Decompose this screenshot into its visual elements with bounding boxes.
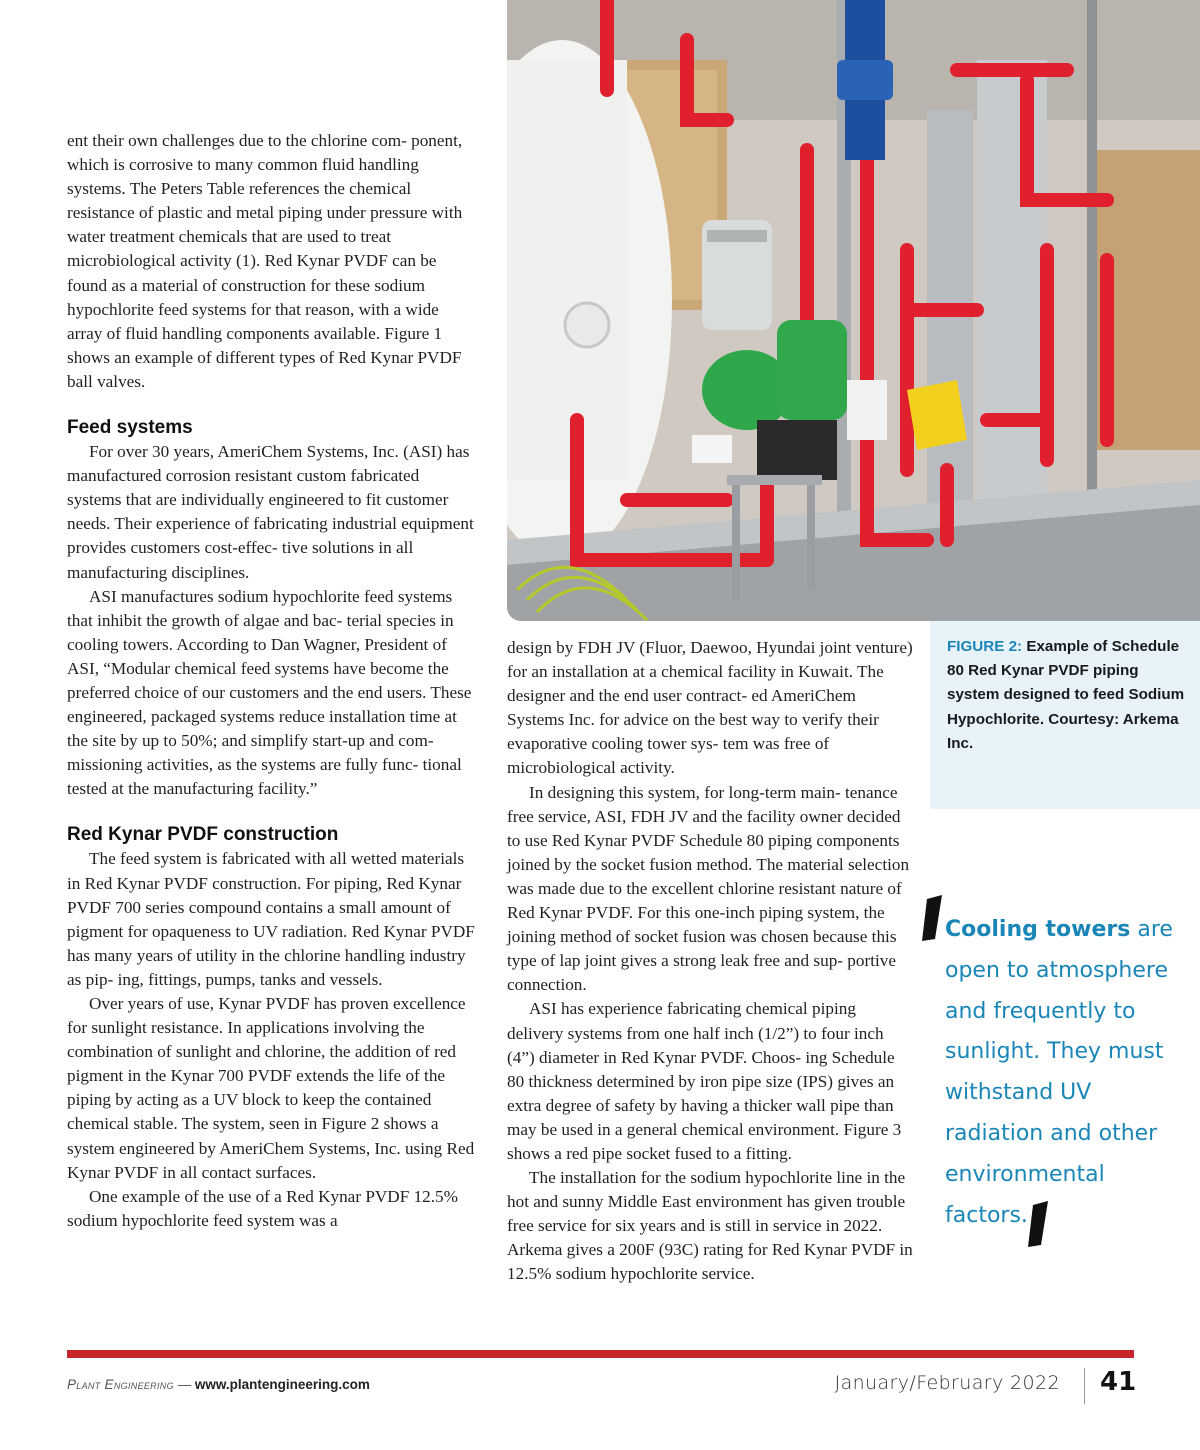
figure-caption-box <box>930 621 1200 809</box>
article-column-left <box>67 129 475 1233</box>
paragraph-construction-3: One example of the use of a Red Kynar PVDF 12.5% sodium hypochlorite feed system was a <box>67 1186 458 1230</box>
heading-feed-systems: Feed systems <box>67 417 193 439</box>
figure-2-photo <box>507 0 1200 621</box>
footer-dash: — <box>177 1377 192 1392</box>
close-quote-icon <box>1024 1199 1050 1249</box>
paragraph-feed-1: For over 30 years, AmeriChem Systems, Inc. (ASI) has manufactured corrosion resistant custom fabricated systems that are individually engineered to fit customer needs. Their experience of fabricating industrial equipment provides customers cost-effec- tive solutions in all manufacturing disciplines. <box>67 442 474 582</box>
figure-caption-text: Example of Schedule 80 Red Kynar PVDF piping system designed to feed Sodium Hypochlorite. Courtesy: Arkema Inc. <box>947 638 1185 752</box>
paragraph-construction-1: The feed system is fabricated with all wetted materials in Red Kynar PVDF construction. For piping, Red Kynar PVDF 700 series compound contains a small amount of pigment for opaqueness to UV radiation. Red Kynar PVDF has many years of utility in the chlorine handling industry as pip- ing, fittings, pumps, tanks and vessels. <box>67 849 475 989</box>
website-link[interactable]: www.plantengineering.com <box>194 1377 370 1392</box>
paragraph-construction-2: Over years of use, Kynar PVDF has proven excellence for sunlight resistance. In applications involving the combination of sunlight and chlorine, the addition of red pigment in the Kynar 700 PVDF extends the life of the piping by acting as a UV block to keep the contained chemical stable. The system, seen in Figure 2 shows a system engineered by AmeriChem Systems, Inc. using Red Kynar PVDF in all contact surfaces. <box>67 994 475 1182</box>
footer-publication <box>67 1377 370 1392</box>
paragraph-feed-2: ASI manufactures sodium hypochlorite feed systems that inhibit the growth of algae and bac- terial species in cooling towers. According to Dan Wagner, President of ASI, “Modular chemical feed systems have become the preferred choice of our customers and the end users. These engineered, packaged systems reduce installation time at the site by up to 50%; and simplify start-up and com- missioning activities, as the systems are fully func- tional tested at the manufacturing facility.” <box>67 586 472 799</box>
paragraph-designing: In designing this system, for long-term main- tenance free service, ASI, FDH JV and the facility owner decided to use Red Kynar PVDF Schedule 80 piping components joined by the socket fusion method. The material selection was made due to the excellent chlorine resistant nature of Red Kynar PVDF. For this one-inch piping system, the joining method of socket fusion was chosen because this type of lap joint gives a strong leak free and sup- portive connection. <box>507 782 910 995</box>
paragraph-experience: ASI has experience fabricating chemical piping delivery systems from one half inch (1/2”) to four inch (4”) diameter in Red Kynar PVDF. Choos- ing Schedule 80 thickness determined by iron pipe size (IPS) gives an extra degree of safety by having a thicker wall pipe than may be used in a general chemical environment. Figure 3 shows a red pipe socket fused to a fitting. <box>507 999 902 1163</box>
heading-construction: Red Kynar PVDF construction <box>67 824 339 846</box>
figure-caption <box>947 635 1187 756</box>
footer-rule <box>67 1350 1134 1358</box>
footer-separator <box>1084 1368 1085 1404</box>
paragraph-design: design by FDH JV (Fluor, Daewoo, Hyundai joint venture) for an installation at a chemical facility in Kuwait. The designer and the end user contract- ed AmeriChem Systems Inc. for advice on the best way to verify their evaporative cooling tower sys- tem was free of microbiological activity. <box>507 638 913 778</box>
paragraph-intro: ent their own challenges due to the chlorine com- ponent, which is corrosive to many common fluid handling systems. The Peters Table references the chemical resistance of plastic and metal piping under pressure with water treatment chemicals that are used to treat microbiological activity (1). Red Kynar PVDF can be found as a material of construction for these sodium hypochlorite feed systems for that reason, with a wide array of fluid handling components available. Figure 1 shows an example of different types of Red Kynar PVDF ball valves. <box>67 131 463 391</box>
magazine-name: Plant Engineering <box>67 1377 174 1392</box>
article-column-middle <box>507 636 915 1287</box>
pull-quote-text: are open to atmosphere and frequently to sunlight. They must withstand UV radiation and other environmental factors. <box>945 917 1173 1228</box>
paragraph-installation: The installation for the sodium hypochlorite line in the hot and sunny Middle East environment has given trouble free service for six years and is still in service in 2022. Arkema gives a 200F (93C) rating for Red Kynar PVDF in 12.5% sodium hypochlorite service. <box>507 1168 913 1284</box>
figure-label: FIGURE 2: <box>947 638 1023 655</box>
issue-date: January/February 2022 <box>834 1372 1060 1394</box>
piping-system-illustration <box>507 0 1200 621</box>
open-quote-icon <box>918 893 944 943</box>
page-number: 41 <box>1100 1367 1137 1397</box>
pull-quote <box>945 910 1190 1236</box>
pull-quote-emphasis: Cooling towers <box>945 917 1131 942</box>
